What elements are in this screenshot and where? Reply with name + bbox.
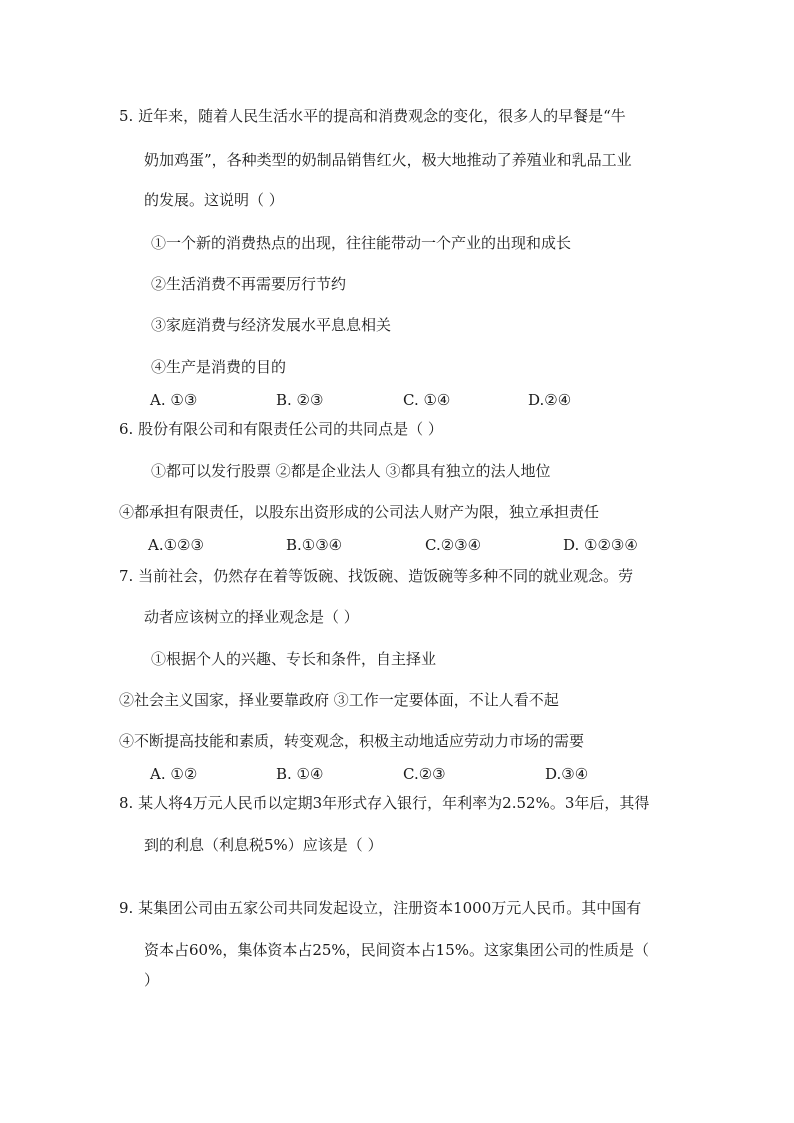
q6-option-c: C.②③④ [425, 536, 482, 554]
q8-stem-line-1: 8. 某人将4万元人民币以定期3年形式存入银行，年利率为2.52%。3年后，其得 [119, 794, 650, 812]
q6-statement-2: ④都承担有限责任，以股东出资形成的公司法人财产为限，独立承担责任 [119, 503, 600, 521]
q9-stem-line-3: ） [144, 971, 160, 989]
q7-statement-2: ②社会主义国家，择业要靠政府 ③工作一定要体面，不让人看不起 [119, 691, 559, 709]
q7-stem-line-2: 动者应该树立的择业观念是（ ） [144, 608, 359, 626]
q7-statement-3: ④不断提高技能和素质，转变观念，积极主动地适应劳动力市场的需要 [119, 732, 585, 750]
q9-stem-line-1: 9. 某集团公司由五家公司共同发起设立，注册资本1000万元人民币。其中国有 [119, 899, 642, 917]
q7-statement-1: ①根据个人的兴趣、专长和条件，自主择业 [151, 650, 437, 668]
q9-stem-line-2: 资本占60%，集体资本占25%，民间资本占15%。这家集团公司的性质是（ [144, 941, 650, 959]
q7-option-c: C.②③ [403, 765, 446, 783]
q8-stem-line-2: 到的利息（利息税5%）应该是（ ） [144, 836, 383, 854]
q5-stem-line-2: 奶加鸡蛋”，各种类型的奶制品销售红火，极大地推动了养殖业和乳品工业 [144, 151, 632, 169]
q5-statement-2: ②生活消费不再需要厉行节约 [151, 275, 347, 293]
q5-stem-line-1: 5. 近年来，随着人民生活水平的提高和消费观念的变化，很多人的早餐是“牛 [119, 107, 626, 125]
q5-statement-1: ①一个新的消费热点的出现，往往能带动一个产业的出现和成长 [151, 234, 572, 252]
q6-option-a: A.①②③ [148, 536, 204, 554]
q6-statement-1: ①都可以发行股票 ②都是企业法人 ③都具有独立的法人地位 [151, 462, 551, 480]
q5-option-d: D.②④ [528, 391, 572, 409]
q7-option-d: D.③④ [545, 765, 589, 783]
q5-option-c: C. ①④ [403, 391, 451, 409]
q7-option-a: A. ①② [150, 765, 198, 783]
q6-option-d: D. ①②③④ [563, 536, 638, 554]
q7-option-b: B. ①④ [276, 765, 324, 783]
q5-statement-4: ④生产是消费的目的 [151, 358, 287, 376]
q5-option-a: A. ①③ [150, 391, 198, 409]
q5-stem-line-3: 的发展。这说明（ ） [144, 191, 284, 209]
q5-statement-3: ③家庭消费与经济发展水平息息相关 [151, 316, 392, 334]
q6-option-b: B.①③④ [286, 536, 343, 554]
q7-stem-line-1: 7. 当前社会，仍然存在着等饭碗、找饭碗、造饭碗等多种不同的就业观念。劳 [119, 567, 634, 585]
q6-stem-line-1: 6. 股份有限公司和有限责任公司的共同点是（ ） [119, 420, 443, 438]
q5-option-b: B. ②③ [276, 391, 324, 409]
